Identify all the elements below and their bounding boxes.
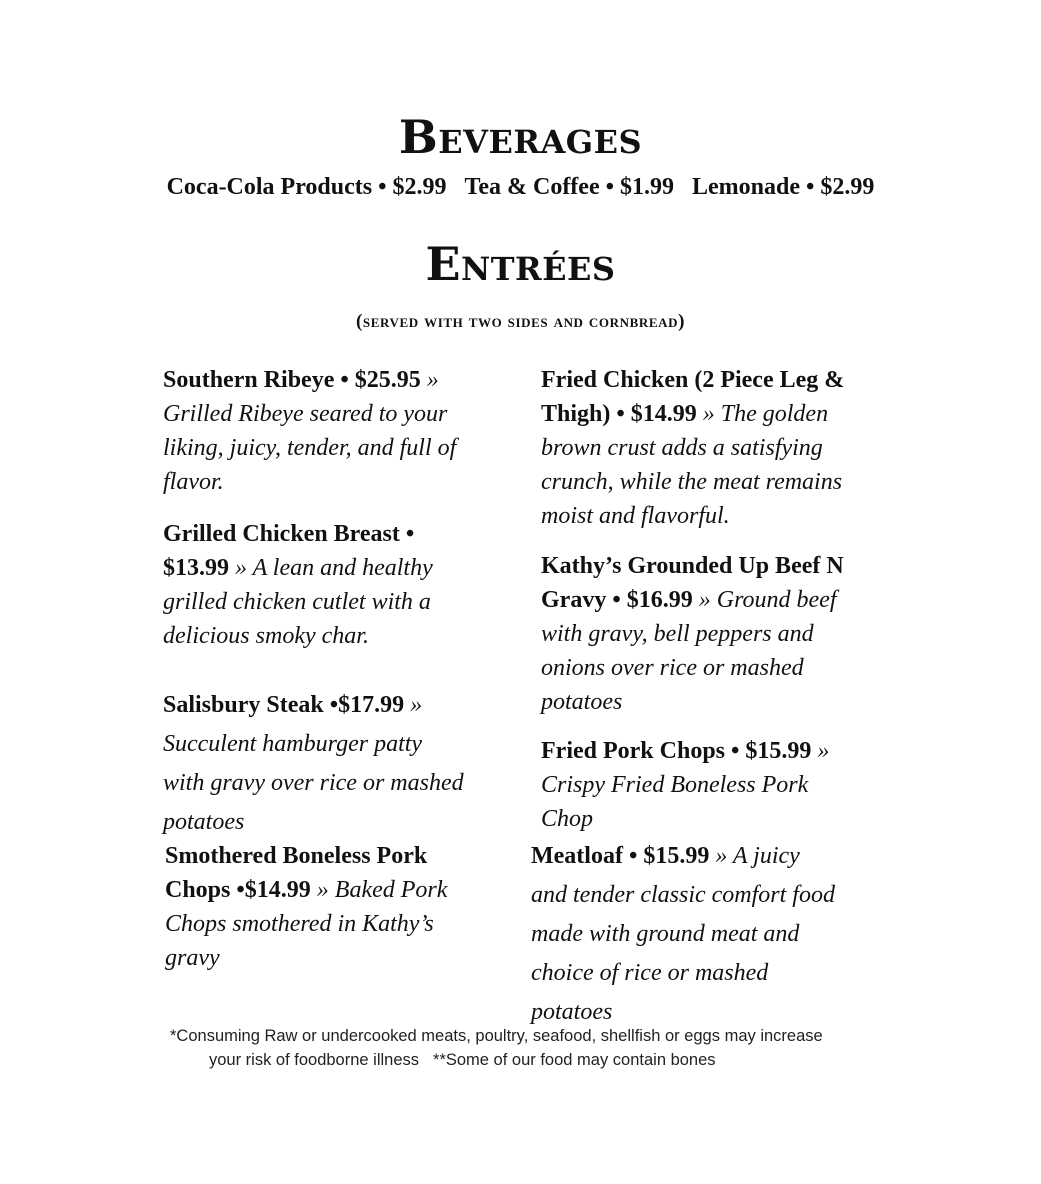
beverages-title: Beverages [398, 110, 643, 164]
entree-description: » A lean and healthy grilled chicken cutlet with a delicious smoky char. [163, 555, 433, 649]
entree-item-salisbury-steak [163, 686, 468, 842]
entree-description: » Ground beef with gravy, bell peppers and onions over rice or mashed potatoes [541, 587, 837, 715]
entree-description: » Crispy Fried Boneless Pork Chop [541, 738, 830, 832]
beverage-item: Tea & Coffee • $1.99 [464, 174, 675, 200]
entree-price: $15.99 [643, 843, 710, 869]
entree-item-beef-n-gravy [541, 549, 846, 719]
entree-name: Salisbury Steak • [163, 692, 339, 718]
beverages-list [0, 174, 1041, 201]
entree-item-grilled-chicken-breast [163, 517, 449, 653]
disclaimer-foodborne-note: your risk of foodborne illness [209, 1051, 420, 1069]
beverage-price: $2.99 [820, 174, 875, 200]
entree-name: Southern Ribeye • [163, 367, 349, 393]
entree-name: Meatloaf • [531, 843, 638, 869]
entrees-subtitle: (served with two sides and cornbread) [355, 311, 686, 332]
beverage-name: Lemonade [692, 174, 801, 200]
entree-name: Smothered Boneless Pork Chops • [165, 843, 428, 903]
entree-item-smothered-pork-chops [165, 839, 455, 975]
beverage-name: Coca-Cola Products [166, 174, 373, 200]
entree-name: Kathy’s Grounded Up Beef N Gravy • [541, 553, 844, 613]
entree-item-southern-ribeye [163, 363, 463, 499]
disclaimer-bones-note: **Some of our food may contain bones [433, 1051, 716, 1069]
entrees-title: Entrées [425, 237, 616, 291]
entree-name: Fried Pork Chops • [541, 738, 740, 764]
entree-item-fried-chicken [541, 363, 846, 533]
entree-price: $14.99 [244, 877, 311, 903]
entree-price: $13.99 [163, 555, 229, 581]
entree-description: » The golden brown crust adds a satisfying crunch, while the meat remains moist and flavorful. [541, 401, 843, 529]
entree-description: » Baked Pork Chops smothered in Kathy’s gravy [165, 877, 448, 971]
entree-description: » A juicy and tender classic comfort food made with ground meat and choice of rice or mashed potatoes [531, 843, 835, 1025]
entree-name: Grilled Chicken Breast • [163, 521, 415, 547]
entree-description: » Grilled Ribeye seared to your liking, juicy, tender, and full of flavor. [163, 367, 457, 495]
entree-price: $25.95 [354, 367, 421, 393]
entree-price: $16.99 [626, 587, 693, 613]
beverage-item: Lemonade • $2.99 [692, 174, 875, 200]
food-safety-disclaimer [140, 1024, 900, 1072]
entree-price: $15.99 [745, 738, 812, 764]
disclaimer-line-2 [140, 1048, 900, 1072]
beverage-name: Tea & Coffee [464, 174, 600, 200]
entree-item-meatloaf [531, 837, 841, 1032]
entree-item-fried-pork-chops [541, 734, 831, 836]
beverage-price: $1.99 [620, 174, 675, 200]
entree-price: $17.99 [338, 692, 405, 718]
entree-name: Fried Chicken (2 Piece Leg & Thigh) • [541, 367, 845, 427]
disclaimer-line-1: *Consuming Raw or undercooked meats, poultry, seafood, shellfish or eggs may increase [170, 1027, 823, 1045]
beverage-item: Coca-Cola Products • $2.99 [166, 174, 447, 200]
beverage-price: $2.99 [392, 174, 447, 200]
entree-description: » Succulent hamburger patty with gravy over rice or mashed potatoes [163, 692, 464, 835]
entree-price: $14.99 [630, 401, 697, 427]
